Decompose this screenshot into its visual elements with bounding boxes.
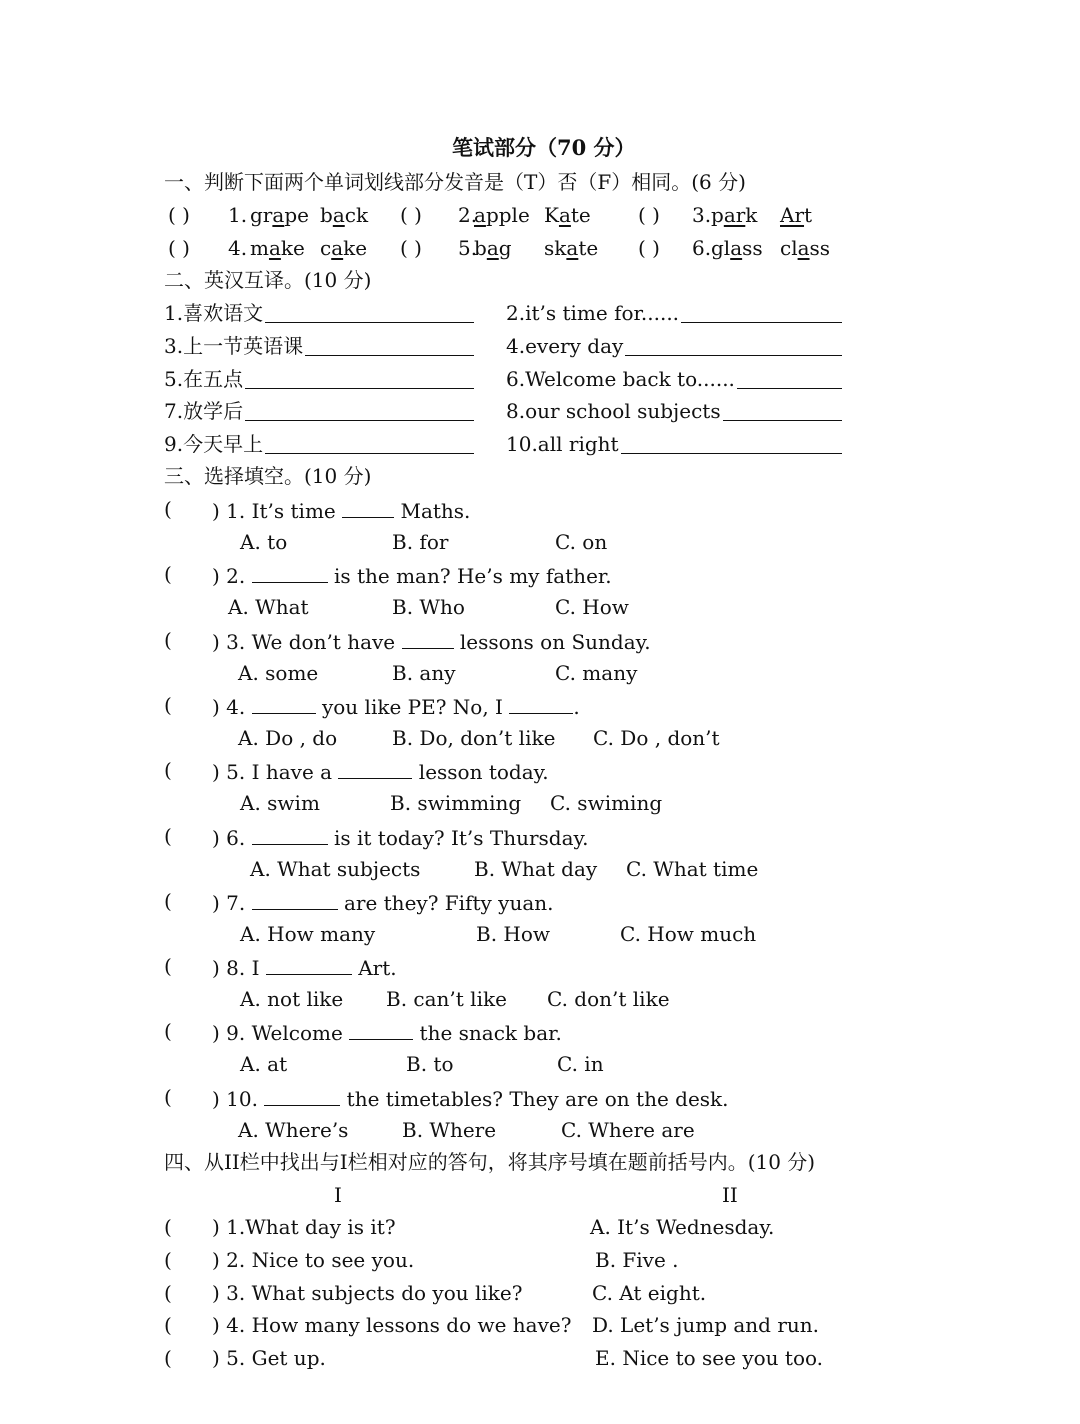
word-2: Kate: [544, 203, 591, 227]
word-2: cake: [320, 236, 368, 260]
answer-line[interactable]: [245, 419, 474, 421]
underlined-letters: a: [268, 236, 281, 260]
answer-paren-open[interactable]: (: [164, 692, 172, 717]
match-answer: A. It’s Wednesday.: [590, 1215, 775, 1239]
option-b[interactable]: B. to: [406, 1052, 454, 1077]
underlined-letters: a: [332, 203, 345, 227]
word-1: make: [250, 236, 305, 260]
match-answer: B. Five .: [595, 1247, 679, 1272]
fill-blank[interactable]: [252, 693, 316, 714]
word-2: back: [320, 203, 369, 227]
option-c[interactable]: C. swiming: [550, 791, 663, 816]
answer-line[interactable]: [265, 452, 474, 454]
item-number: 4.: [228, 236, 248, 260]
fill-blank[interactable]: [252, 889, 338, 910]
option-c[interactable]: C. many: [555, 660, 638, 685]
word-1: apple: [474, 203, 530, 227]
word-2: Art: [780, 203, 813, 227]
translation-prompt: 6.Welcome back to......: [506, 366, 735, 391]
item-number: 5.: [458, 236, 478, 260]
fill-blank[interactable]: [264, 1085, 340, 1106]
answer-paren-open[interactable]: (: [164, 562, 172, 587]
translation-prompt: 8.our school subjects: [506, 399, 721, 424]
answer-line[interactable]: [737, 387, 842, 389]
option-a[interactable]: A. not like: [240, 987, 344, 1012]
option-b[interactable]: B. Who: [392, 595, 465, 620]
answer-paren-open[interactable]: (: [164, 1019, 172, 1044]
answer-paren-open[interactable]: (: [164, 497, 172, 521]
match-question: ) 5. Get up.: [212, 1346, 326, 1371]
item-number: 3.: [692, 203, 712, 227]
translation-prompt: 3.上一节英语课: [164, 333, 304, 358]
answer-paren-open[interactable]: (: [164, 1084, 172, 1109]
option-c[interactable]: C. Where are: [561, 1117, 695, 1142]
answer-paren-open[interactable]: (: [164, 627, 172, 652]
option-b[interactable]: B. What day: [474, 856, 598, 881]
word-1: grape: [250, 203, 309, 227]
match-question: ) 4. How many lessons do we have?: [212, 1313, 572, 1338]
translation-prompt: 1.喜欢语文: [164, 301, 264, 325]
answer-paren[interactable]: ( ): [400, 236, 422, 260]
answer-paren-open[interactable]: (: [164, 1346, 172, 1371]
question-text: ) 4. you like PE? No, I .: [212, 694, 580, 719]
question-text: ) 2. is the man? He’s my father.: [212, 564, 612, 589]
answer-line[interactable]: [265, 321, 474, 323]
match-question: ) 3. What subjects do you like?: [212, 1280, 523, 1305]
fill-blank[interactable]: [509, 693, 573, 714]
option-c[interactable]: C. How much: [620, 921, 757, 946]
match-question: ) 1.What day is it?: [212, 1215, 396, 1239]
option-b[interactable]: B. How: [476, 921, 551, 946]
fill-blank[interactable]: [252, 824, 328, 845]
option-a[interactable]: A. Where’s: [238, 1117, 349, 1142]
option-a[interactable]: A. at: [240, 1052, 288, 1077]
translation-prompt: 7.放学后: [164, 399, 244, 424]
question-text: ) 3. We don’t have lessons on Sunday.: [212, 629, 651, 654]
translation-prompt: 2.it’s time for......: [506, 301, 680, 325]
answer-line[interactable]: [681, 321, 842, 323]
section-4-heading: 四、从II栏中找出与I栏相对应的答句，将其序号填在题前括号内。(10 分): [164, 1150, 816, 1174]
option-c[interactable]: C. on: [555, 530, 608, 554]
question-text: ) 6. is it today? It’s Thursday.: [212, 825, 589, 850]
option-b[interactable]: B. for: [392, 530, 449, 554]
fill-blank[interactable]: [342, 497, 394, 518]
option-a[interactable]: A. What subjects: [250, 856, 421, 881]
answer-line[interactable]: [625, 354, 842, 356]
word-2: skate: [544, 236, 599, 260]
item-number: 6.: [692, 236, 712, 260]
underlined-letters: a: [486, 236, 499, 260]
question-text: ) 1. It’s time Maths.: [212, 499, 471, 523]
translation-prompt: 10.all right: [506, 432, 619, 456]
underlined-letters: a: [730, 236, 743, 260]
match-answer: D. Let’s jump and run.: [592, 1313, 820, 1338]
column-1-header: I: [334, 1183, 342, 1207]
word-1: glass: [711, 236, 763, 260]
question-text: ) 9. Welcome the snack bar.: [212, 1021, 562, 1046]
item-number: 1.: [228, 203, 248, 227]
answer-paren[interactable]: ( ): [638, 203, 660, 227]
underlined-letters: a: [331, 236, 344, 260]
answer-line[interactable]: [245, 387, 474, 389]
option-b[interactable]: B. Where: [402, 1117, 497, 1142]
answer-line[interactable]: [723, 419, 842, 421]
fill-blank[interactable]: [402, 628, 454, 649]
section-1-heading: 一、判断下面两个单词划线部分发音是（T）否（F）相同。(6 分): [164, 170, 746, 194]
match-answer: E. Nice to see you too.: [595, 1346, 824, 1371]
option-a[interactable]: A. What: [228, 595, 309, 620]
option-c[interactable]: C. don’t like: [547, 987, 670, 1012]
column-2-header: II: [722, 1183, 738, 1207]
answer-paren-open[interactable]: (: [164, 1313, 172, 1338]
fill-blank[interactable]: [338, 758, 412, 779]
option-a[interactable]: A. Do , do: [238, 725, 338, 750]
answer-paren-open[interactable]: (: [164, 1280, 172, 1305]
section-2-heading: 二、英汉互译。(10 分): [164, 268, 372, 292]
question-text: ) 8. I Art.: [212, 956, 397, 981]
option-c[interactable]: C. How: [555, 595, 629, 620]
underlined-letters: Ar: [780, 203, 805, 227]
underlined-letters: ar: [723, 203, 746, 227]
item-number: 2.: [458, 203, 478, 227]
translation-prompt: 9.今天早上: [164, 432, 264, 456]
translation-prompt: 5.在五点: [164, 366, 244, 391]
answer-paren[interactable]: ( ): [168, 236, 190, 260]
option-b[interactable]: B. can’t like: [386, 987, 507, 1012]
option-b[interactable]: B. swimming: [390, 791, 522, 816]
word-2: class: [780, 236, 831, 260]
option-b[interactable]: B. Do, don’t like: [392, 725, 556, 750]
underlined-letters: a: [272, 203, 285, 227]
answer-paren-open[interactable]: (: [164, 823, 172, 848]
option-a[interactable]: A. swim: [240, 791, 320, 816]
match-question: ) 2. Nice to see you.: [212, 1247, 415, 1272]
fill-blank[interactable]: [266, 954, 352, 975]
word-1: park: [711, 203, 758, 227]
match-answer: C. At eight.: [592, 1280, 707, 1305]
underlined-letters: a: [474, 203, 486, 227]
underlined-letters: a: [797, 236, 810, 260]
answer-line[interactable]: [305, 354, 474, 356]
fill-blank[interactable]: [252, 562, 328, 583]
translation-prompt: 4.every day: [506, 333, 624, 358]
option-a[interactable]: A. some: [238, 660, 319, 685]
question-text: ) 10. the timetables? They are on the desk.: [212, 1086, 729, 1111]
answer-paren-open[interactable]: (: [164, 758, 172, 783]
option-c[interactable]: C. What time: [626, 856, 759, 881]
answer-paren-open[interactable]: (: [164, 1247, 172, 1272]
underlined-letters: a: [566, 236, 579, 260]
option-c[interactable]: C. in: [557, 1052, 604, 1077]
underlined-letters: a: [558, 203, 571, 227]
page-title: 笔试部分（70 分）: [452, 135, 636, 160]
option-a[interactable]: A. to: [240, 530, 288, 554]
answer-line[interactable]: [621, 452, 842, 454]
answer-paren-open[interactable]: (: [164, 954, 172, 979]
answer-paren[interactable]: ( ): [400, 203, 422, 227]
option-c[interactable]: C. Do , don’t: [593, 725, 720, 750]
fill-blank[interactable]: [349, 1019, 413, 1040]
option-a[interactable]: A. How many: [240, 921, 376, 946]
option-b[interactable]: B. any: [392, 660, 456, 685]
word-1: bag: [474, 236, 512, 260]
answer-paren[interactable]: ( ): [638, 236, 660, 260]
answer-paren[interactable]: ( ): [168, 203, 190, 227]
answer-paren-open[interactable]: (: [164, 1215, 172, 1239]
section-3-heading: 三、选择填空。(10 分): [164, 464, 372, 488]
question-text: ) 7. are they? Fifty yuan.: [212, 890, 554, 915]
answer-paren-open[interactable]: (: [164, 888, 172, 913]
question-text: ) 5. I have a lesson today.: [212, 760, 549, 785]
